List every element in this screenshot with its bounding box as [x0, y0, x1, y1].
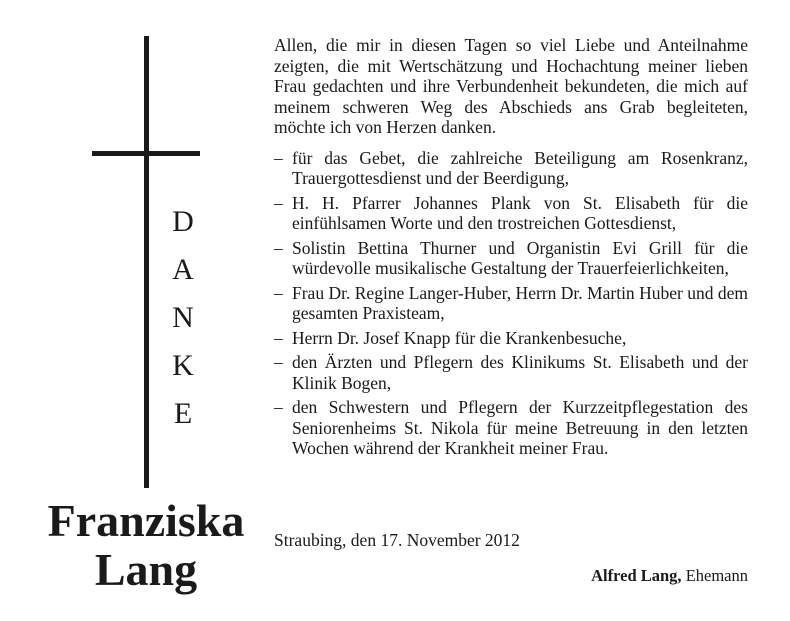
list-item: – den Ärzten und Pflegern des Klinikums St. Elisabeth und der Klinik Bogen, [274, 352, 748, 393]
place-date: Straubing, den 17. November 2012 [274, 530, 520, 550]
list-item: – für das Gebet, die zahlreiche Beteiligung am Rosenkranz, Trauergottesdienst und der Beerdigung, [274, 148, 748, 189]
signature-role: Ehemann [685, 566, 748, 585]
thanks-list [274, 148, 748, 459]
list-item: – Frau Dr. Regine Langer-Huber, Herrn Dr. Martin Huber und dem gesamten Praxisteam, [274, 283, 748, 324]
danke-letter: A [172, 253, 194, 286]
signature-name: Alfred Lang, [591, 566, 682, 585]
list-item: – H. H. Pfarrer Johannes Plank von St. Elisabeth für die einfühlsamen Worte und den trostreichen Gottesdienst, [274, 193, 748, 234]
cross-vertical-bar [144, 36, 149, 488]
last-name: Lang [94, 544, 198, 595]
list-item: – Herrn Dr. Josef Knapp für die Krankenbesuche, [274, 328, 748, 349]
deceased-name [40, 496, 252, 594]
first-name: Franziska [47, 495, 245, 546]
danke-letter: D [172, 205, 194, 238]
list-item: – den Schwestern und Pflegern der Kurzzeitpflegestation des Seniorenheims St. Nikola für meine Betreuung in den letzten Wochen während der Krankheit meiner Frau. [274, 397, 748, 459]
danke-letter: N [172, 301, 194, 334]
intro-paragraph: Allen, die mir in diesen Tagen so viel Liebe und Anteilnahme zeigten, die mit Wertschätzung und Hochachtung meiner lieben Frau gedachten und ihre Verbundenheit bekundeten, die mich auf meinem schweren Weg des Abschieds ans Grab begleiteten, möchte ich von Herzen danken. [274, 35, 748, 137]
signature [591, 566, 748, 586]
list-item: – Solistin Bettina Thurner und Organistin Evi Grill für die würdevolle musikalische Gestaltung der Trauerfeierlichkeiten, [274, 238, 748, 279]
danke-letter: E [173, 397, 193, 430]
thanks-text [274, 35, 748, 463]
danke-vertical-word [163, 204, 203, 444]
danke-letter: K [172, 349, 194, 382]
cross-horizontal-bar [92, 151, 200, 156]
